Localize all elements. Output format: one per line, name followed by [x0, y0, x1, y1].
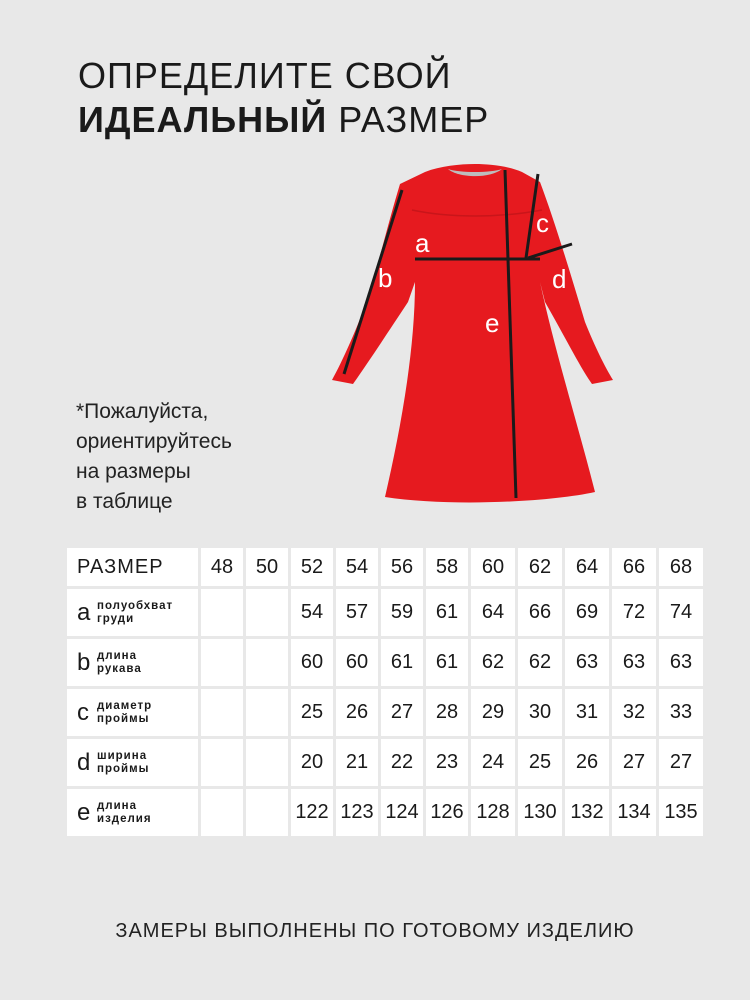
value-cell: 61 [426, 589, 468, 636]
size-cell: 60 [471, 548, 515, 586]
value-cell: 60 [336, 639, 378, 686]
value-cell: 124 [381, 789, 423, 836]
value-cell: 63 [612, 639, 656, 686]
label-c: c [536, 208, 549, 238]
size-cell: 58 [426, 548, 468, 586]
value-cell [246, 589, 288, 636]
value-cell: 63 [659, 639, 703, 686]
row-desc-line: ширина [97, 749, 148, 762]
size-cell: 50 [246, 548, 288, 586]
row-desc [97, 700, 152, 726]
row-desc-line: диаметр [97, 699, 153, 712]
table-row-c [67, 689, 703, 736]
value-cell: 126 [426, 789, 468, 836]
value-cell: 57 [336, 589, 378, 636]
row-desc [97, 650, 142, 676]
table-row-d [67, 739, 703, 786]
value-cell: 63 [565, 639, 609, 686]
value-cell [246, 689, 288, 736]
row-desc [97, 750, 149, 776]
value-cell: 25 [291, 689, 333, 736]
value-cell: 61 [426, 639, 468, 686]
value-cell: 132 [565, 789, 609, 836]
size-header-row [67, 548, 703, 586]
size-cell: 66 [612, 548, 656, 586]
size-cell: 52 [291, 548, 333, 586]
size-cell: 56 [381, 548, 423, 586]
table-row-b [67, 639, 703, 686]
value-cell [201, 789, 243, 836]
value-cell: 32 [612, 689, 656, 736]
value-cell: 28 [426, 689, 468, 736]
row-desc-line: проймы [97, 762, 150, 775]
label-e: e [485, 308, 500, 338]
value-cell: 27 [381, 689, 423, 736]
dress-illustration [330, 162, 620, 507]
size-cell: 54 [336, 548, 378, 586]
row-desc-line: длина [97, 649, 138, 662]
value-cell [246, 789, 288, 836]
row-desc-line: рукава [97, 662, 142, 675]
title-line-2 [78, 98, 489, 142]
value-cell: 66 [518, 589, 562, 636]
row-letter: b [77, 648, 92, 676]
row-label [67, 789, 198, 836]
value-cell: 21 [336, 739, 378, 786]
value-cell: 64 [471, 589, 515, 636]
value-cell: 69 [565, 589, 609, 636]
row-desc-line: проймы [97, 712, 150, 725]
dress-shape [332, 164, 613, 502]
value-cell: 22 [381, 739, 423, 786]
value-cell: 27 [659, 739, 703, 786]
size-header-label: РАЗМЕР [67, 548, 198, 586]
size-note [76, 397, 232, 517]
note-line-3: на размеры [76, 460, 191, 483]
note-line-4: в таблице [76, 490, 173, 513]
row-desc [97, 600, 173, 626]
page-title [78, 54, 489, 142]
value-cell: 27 [612, 739, 656, 786]
size-cell: 62 [518, 548, 562, 586]
note-line-1: *Пожалуйста, [76, 400, 209, 423]
row-letter: c [77, 698, 90, 726]
row-desc-line: длина [97, 799, 138, 812]
value-cell: 31 [565, 689, 609, 736]
value-cell: 24 [471, 739, 515, 786]
value-cell [201, 589, 243, 636]
value-cell [201, 689, 243, 736]
value-cell: 54 [291, 589, 333, 636]
value-cell: 72 [612, 589, 656, 636]
value-cell: 128 [471, 789, 515, 836]
value-cell: 122 [291, 789, 333, 836]
row-label [67, 639, 198, 686]
row-desc [97, 800, 152, 826]
value-cell: 74 [659, 589, 703, 636]
value-cell: 33 [659, 689, 703, 736]
title-line-1: ОПРЕДЕЛИТЕ СВОЙ [78, 55, 452, 96]
row-letter: a [77, 598, 92, 626]
value-cell: 62 [518, 639, 562, 686]
value-cell: 123 [336, 789, 378, 836]
row-label [67, 589, 198, 636]
row-label [67, 689, 198, 736]
value-cell: 134 [612, 789, 656, 836]
title-bold-word: ИДЕАЛЬНЫЙ [78, 99, 328, 140]
value-cell: 60 [291, 639, 333, 686]
row-desc-line: груди [97, 612, 135, 625]
size-cell: 68 [659, 548, 703, 586]
value-cell: 30 [518, 689, 562, 736]
value-cell: 61 [381, 639, 423, 686]
value-cell: 29 [471, 689, 515, 736]
note-line-2: ориентируйтесь [76, 430, 232, 453]
table-row-e [67, 789, 703, 836]
label-b: b [378, 263, 393, 293]
row-letter: d [77, 748, 92, 776]
value-cell: 59 [381, 589, 423, 636]
value-cell: 20 [291, 739, 333, 786]
row-desc-line: изделия [97, 812, 152, 825]
row-label [67, 739, 198, 786]
value-cell: 135 [659, 789, 703, 836]
table-row-a [67, 589, 703, 636]
value-cell: 25 [518, 739, 562, 786]
value-cell [201, 739, 243, 786]
label-a: a [415, 228, 430, 258]
value-cell [246, 739, 288, 786]
value-cell: 130 [518, 789, 562, 836]
size-cell: 64 [565, 548, 609, 586]
label-d: d [552, 264, 567, 294]
row-desc-line: полуобхват [97, 599, 174, 612]
value-cell [201, 639, 243, 686]
size-table [64, 545, 706, 839]
value-cell: 23 [426, 739, 468, 786]
value-cell: 26 [336, 689, 378, 736]
value-cell [246, 639, 288, 686]
size-cell: 48 [201, 548, 243, 586]
footer-note: ЗАМЕРЫ ВЫПОЛНЕНЫ ПО ГОТОВОМУ ИЗДЕЛИЮ [115, 920, 635, 942]
row-letter: e [77, 798, 92, 826]
title-rest-word: РАЗМЕР [338, 99, 490, 140]
value-cell: 26 [565, 739, 609, 786]
value-cell: 62 [471, 639, 515, 686]
